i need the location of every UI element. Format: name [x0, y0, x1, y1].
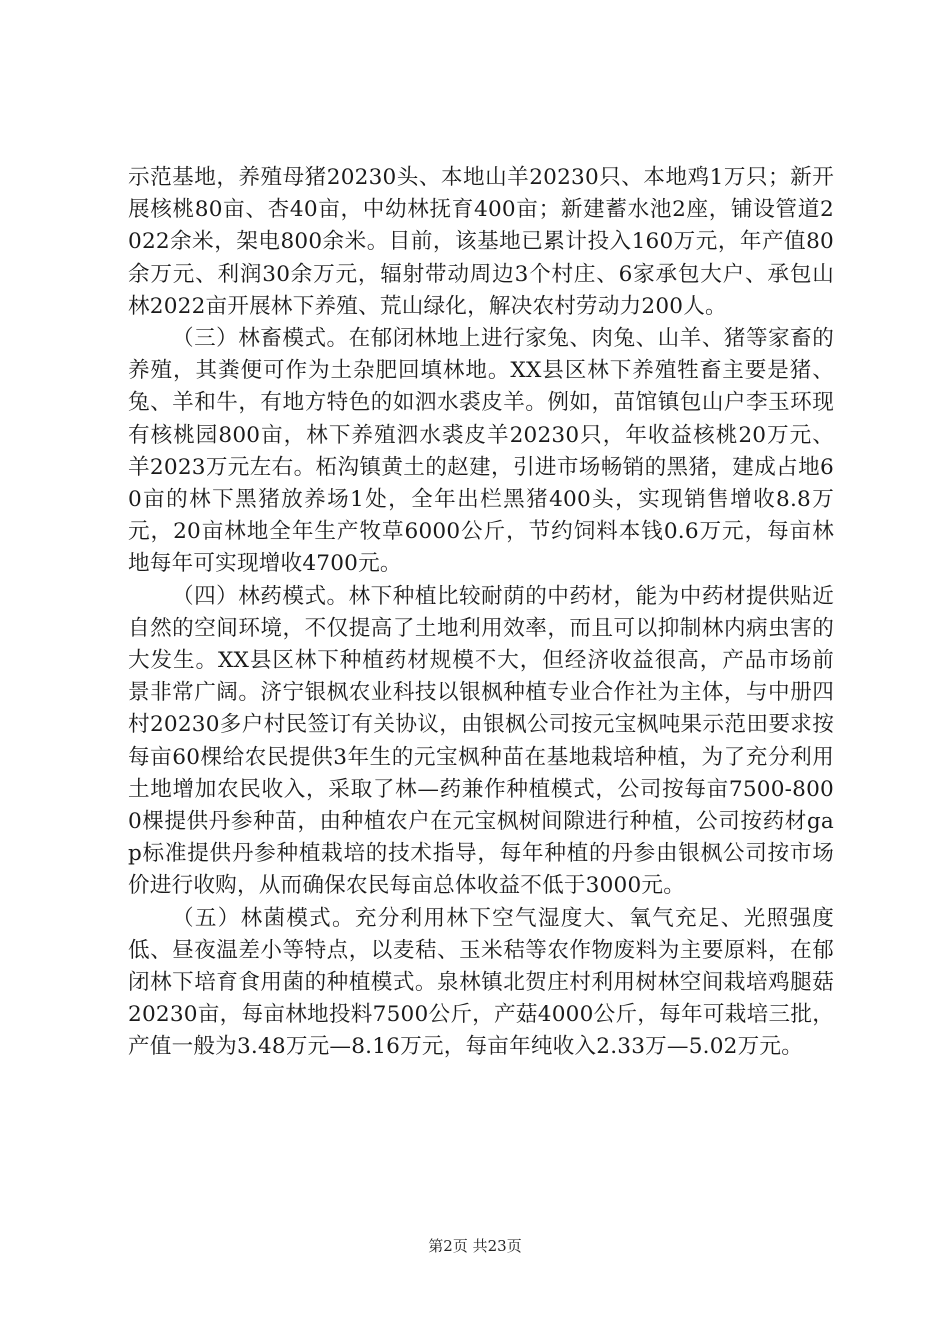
document-body — [128, 162, 834, 1064]
page-footer: 第2页 共23页 — [428, 1237, 522, 1255]
paragraph-livestock-model: （三）林畜模式。在郁闭林地上进行家兔、肉兔、山羊、猪等家畜的养殖，其粪便可作为土杂肥回填林地。XX县区林下养殖牲畜主要是猪、兔、羊和牛，有地方特色的如泗水裘皮羊。例如，苗馆镇包山户李玉环现有核桃园800亩，林下养殖泗水裘皮羊20230只，年收益核桃20万元、羊2023万元左右。柘沟镇黄土的赵建，引进市场畅销的黑猪，建成占地60亩的林下黑猪放养场1处，全年出栏黑猪400头，实现销售增收8.8万元，20亩林地全年生产牧草6000公斤，节约饲料本钱0.6万元，每亩林地每年可实现增收4700元。 — [128, 326, 834, 577]
paragraph-medicine-model: （四）林药模式。林下种植比较耐荫的中药材，能为中药材提供贴近自然的空间环境，不仅提高了土地利用效率，而且可以抑制林内病虫害的大发生。XX县区林下种植药材规模不大，但经济收益很高，产品市场前景非常广阔。济宁银枫农业科技以银枫种植专业合作社为主体，与中册四村20230多户村民签订有关协议，由银枫公司按元宝枫吨果示范田要求按每亩60棵给农民提供3年生的元宝枫种苗在基地栽培种植，为了充分利用土地增加农民收入，采取了林—药兼作种植模式，公司按每亩7500-8000棵提供丹参种苗，由种植农户在元宝枫树间隙进行种植，公司按药材gap标准提供丹参种植栽培的技术指导，每年种植的丹参由银枫公司按市场价进行收购，从而确保农民每亩总体收益不低于3000元。 — [128, 583, 834, 899]
paragraph-continuation: 示范基地，养殖母猪20230头、本地山羊20230只、本地鸡1万只；新开展核桃80亩、杏40亩，中幼林抚育400亩；新建蓄水池2座，铺设管道2022余米，架电800余米。目前，该基地已累计投入160万元，年产值80余万元、利润30余万元，辐射带动周边3个村庄、6家承包大户、承包山林2022亩开展林下养殖、荒山绿化，解决农村劳动力200人。 — [128, 165, 834, 319]
paragraph-fungus-model: （五）林菌模式。充分利用林下空气湿度大、氧气充足、光照强度低、昼夜温差小等特点，以麦秸、玉米秸等农作物废料为主要原料，在郁闭林下培育食用菌的种植模式。泉林镇北贺庄村利用树林空间栽培鸡腿菇20230亩，每亩林地投料7500公斤，产菇4000公斤，每年可栽培三批，产值一般为3.48万元—8.16万元，每亩年纯收入2.33万—5.02万元。 — [128, 905, 834, 1060]
